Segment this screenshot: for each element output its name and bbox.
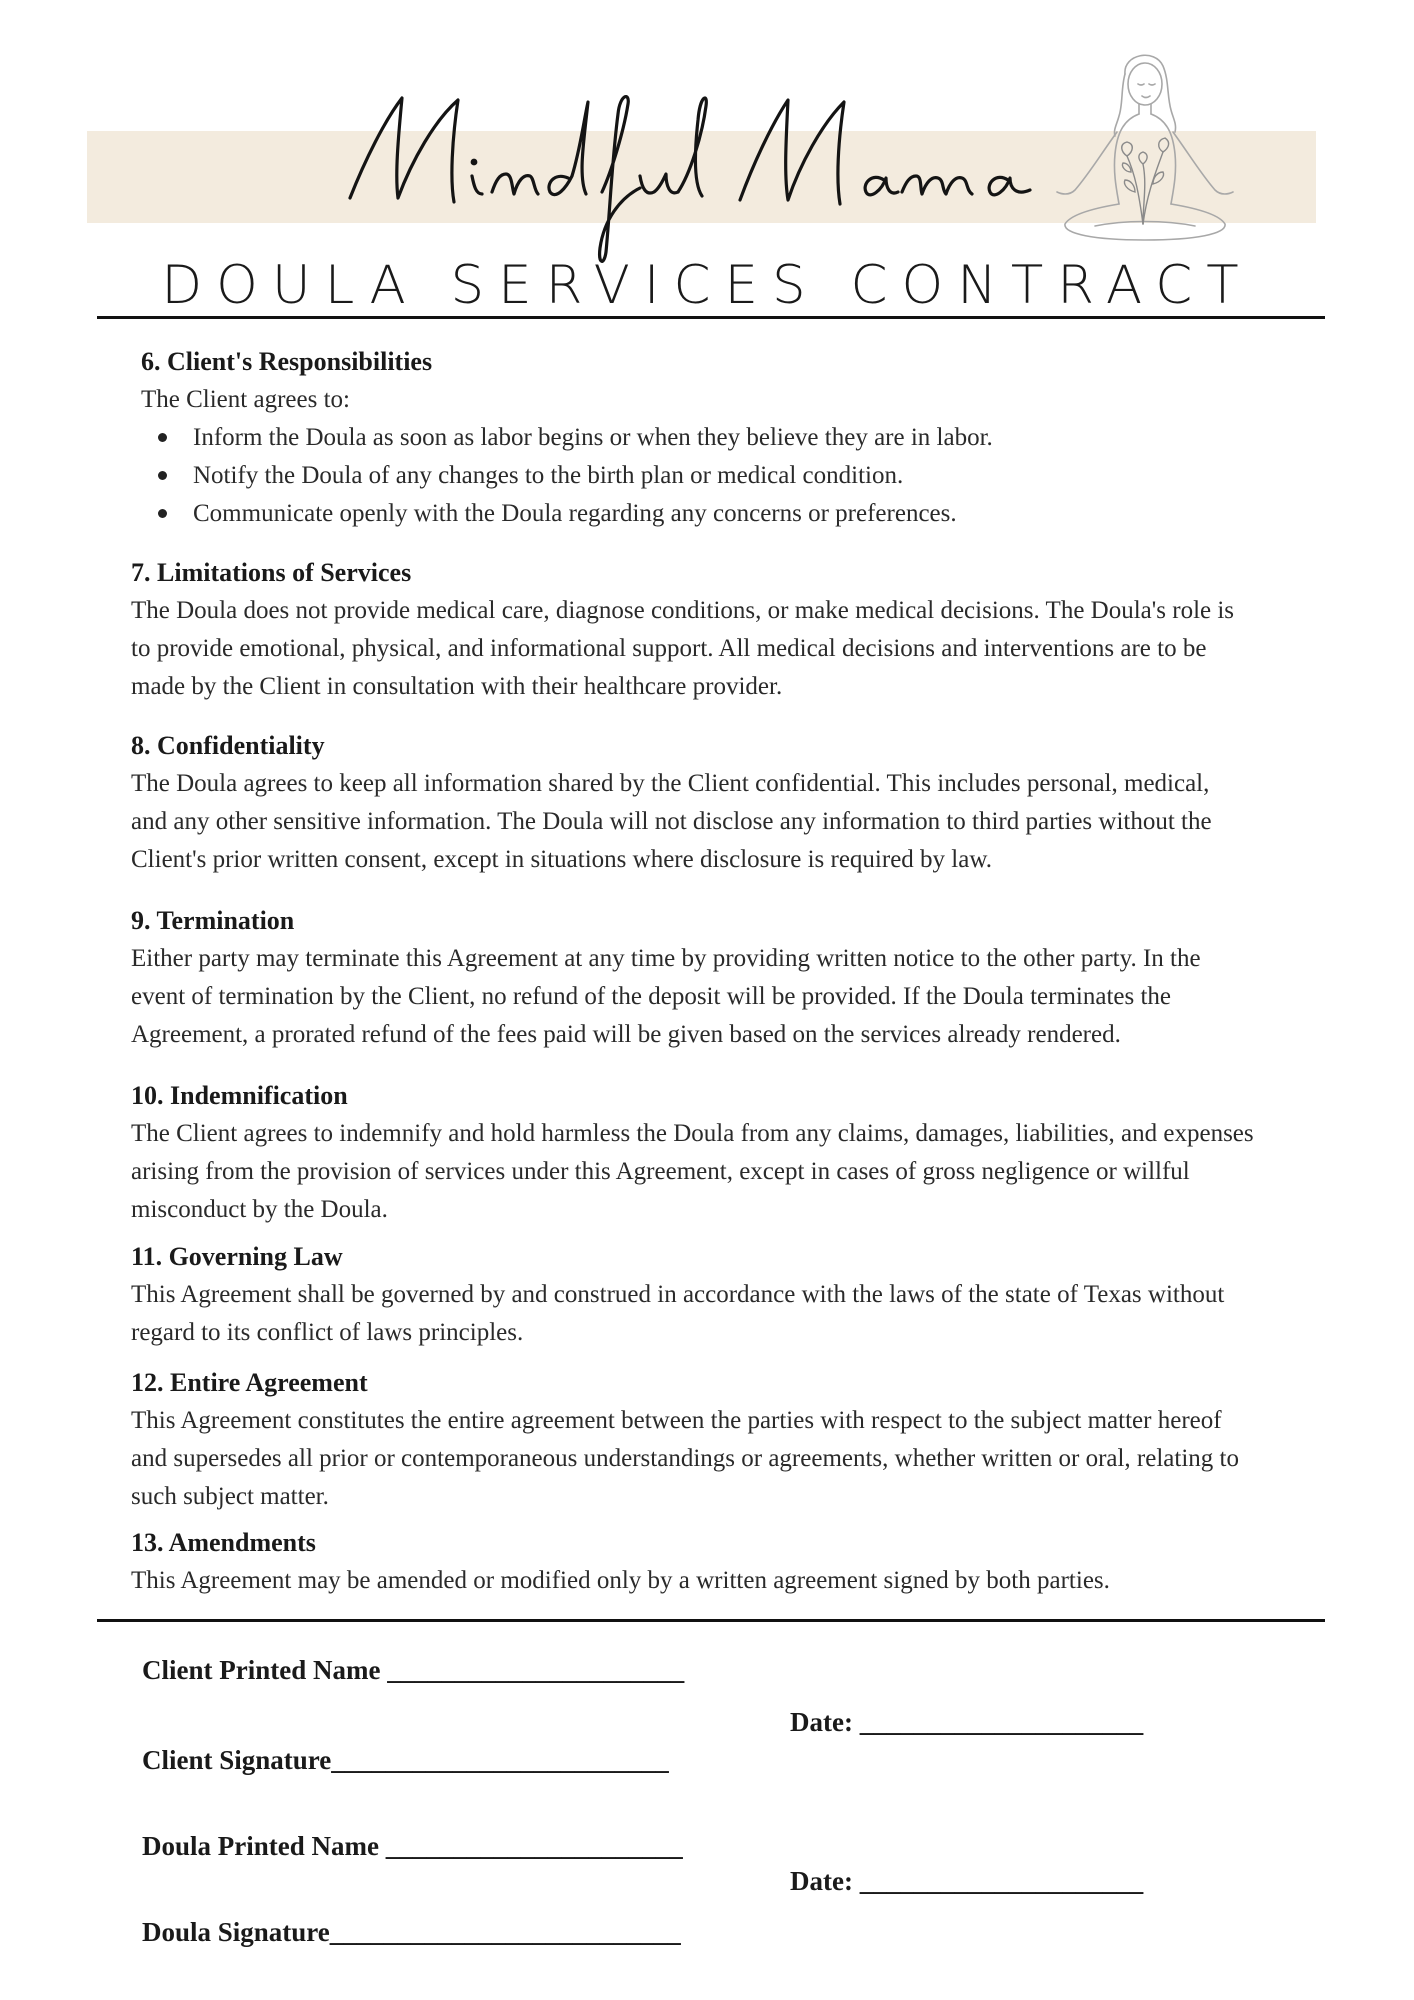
list-item-text: Notify the Doula of any changes to the birth plan or medical condition. xyxy=(193,462,904,489)
section-line: Agreement, a prorated refund of the fees paid will be given based on the services already rendered. xyxy=(131,1021,1121,1048)
section-line: misconduct by the Doula. xyxy=(131,1196,388,1223)
section-termination xyxy=(131,902,1306,1054)
list-item-text: Inform the Doula as soon as labor begins or when they believe they are in labor. xyxy=(193,424,993,451)
top-divider xyxy=(97,316,1325,319)
section-line: Either party may terminate this Agreement at any time by providing written notice to the other party. In the xyxy=(131,945,1201,972)
bullet-icon xyxy=(158,471,167,480)
bullet-icon xyxy=(158,509,167,518)
list-item xyxy=(141,457,1316,495)
section-line: This Agreement may be amended or modified only by a written agreement signed by both parties. xyxy=(131,1567,1110,1594)
client-signature-field[interactable]: Client Signature_________________________ xyxy=(142,1745,669,1775)
section-heading: 12. Entire Agreement xyxy=(131,1368,368,1397)
meditating-woman-icon xyxy=(1035,44,1250,259)
section-heading: 6. Client's Responsibilities xyxy=(141,347,433,376)
list-item xyxy=(141,419,1316,457)
mindful-mama-logo xyxy=(340,80,1060,270)
section-line: regard to its conflict of laws principles. xyxy=(131,1319,524,1346)
section-line: The Doula does not provide medical care, diagnose conditions, or make medical decisions. The Doula's role is xyxy=(131,597,1235,624)
section-indemnification xyxy=(131,1077,1306,1229)
section-entire-agreement xyxy=(131,1364,1306,1516)
section-heading: 7. Limitations of Services xyxy=(131,558,412,587)
section-line: The Client agrees to indemnify and hold harmless the Doula from any claims, damages, liabilities, and expenses xyxy=(131,1120,1254,1147)
list-item xyxy=(141,495,1316,533)
section-heading: 13. Amendments xyxy=(131,1528,316,1557)
section-line: such subject matter. xyxy=(131,1483,329,1510)
section-heading: 11. Governing Law xyxy=(131,1242,343,1271)
section-line: and supersedes all prior or contemporaneous understandings or agreements, whether written or oral, relating to xyxy=(131,1445,1239,1472)
section-line: made by the Client in consultation with their healthcare provider. xyxy=(131,673,783,700)
section-line: Client's prior written consent, except in situations where disclosure is required by law. xyxy=(131,846,993,873)
section-line: and any other sensitive information. The Doula will not disclose any information to third parties without the xyxy=(131,808,1212,835)
section-clients-responsibilities xyxy=(141,343,1316,533)
section-governing-law xyxy=(131,1238,1306,1352)
section-intro: The Client agrees to: xyxy=(141,386,350,413)
doula-signature-field[interactable]: Doula Signature__________________________ xyxy=(142,1917,681,1947)
bottom-divider xyxy=(97,1619,1325,1622)
section-heading: 10. Indemnification xyxy=(131,1081,348,1110)
section-confidentiality xyxy=(131,727,1306,879)
doula-printed-name-field[interactable]: Doula Printed Name ______________________ xyxy=(142,1831,683,1861)
section-line: This Agreement shall be governed by and construed in accordance with the laws of the state of Texas without xyxy=(131,1281,1225,1308)
section-amendments xyxy=(131,1524,1306,1600)
client-printed-name-field[interactable]: Client Printed Name ______________________ xyxy=(142,1655,685,1685)
section-line: to provide emotional, physical, and informational support. All medical decisions and interventions are to be xyxy=(131,635,1207,662)
section-line: The Doula agrees to keep all information shared by the Client confidential. This includes personal, medical, xyxy=(131,770,1210,797)
document-title: DOULA SERVICES CONTRACT xyxy=(161,255,1253,316)
doula-date-field[interactable]: Date: _____________________ xyxy=(790,1866,1144,1896)
bullet-icon xyxy=(158,433,167,442)
responsibilities-list xyxy=(141,419,1316,533)
section-limitations-of-services xyxy=(131,554,1306,706)
list-item-text: Communicate openly with the Doula regarding any concerns or preferences. xyxy=(193,500,957,527)
section-heading: 8. Confidentiality xyxy=(131,731,325,760)
client-date-field[interactable]: Date: _____________________ xyxy=(790,1707,1144,1737)
section-line: event of termination by the Client, no refund of the deposit will be provided. If the Doula terminates the xyxy=(131,983,1172,1010)
section-line: This Agreement constitutes the entire agreement between the parties with respect to the subject matter hereof xyxy=(131,1407,1222,1434)
section-heading: 9. Termination xyxy=(131,906,295,935)
section-line: arising from the provision of services under this Agreement, except in cases of gross negligence or willful xyxy=(131,1158,1190,1185)
